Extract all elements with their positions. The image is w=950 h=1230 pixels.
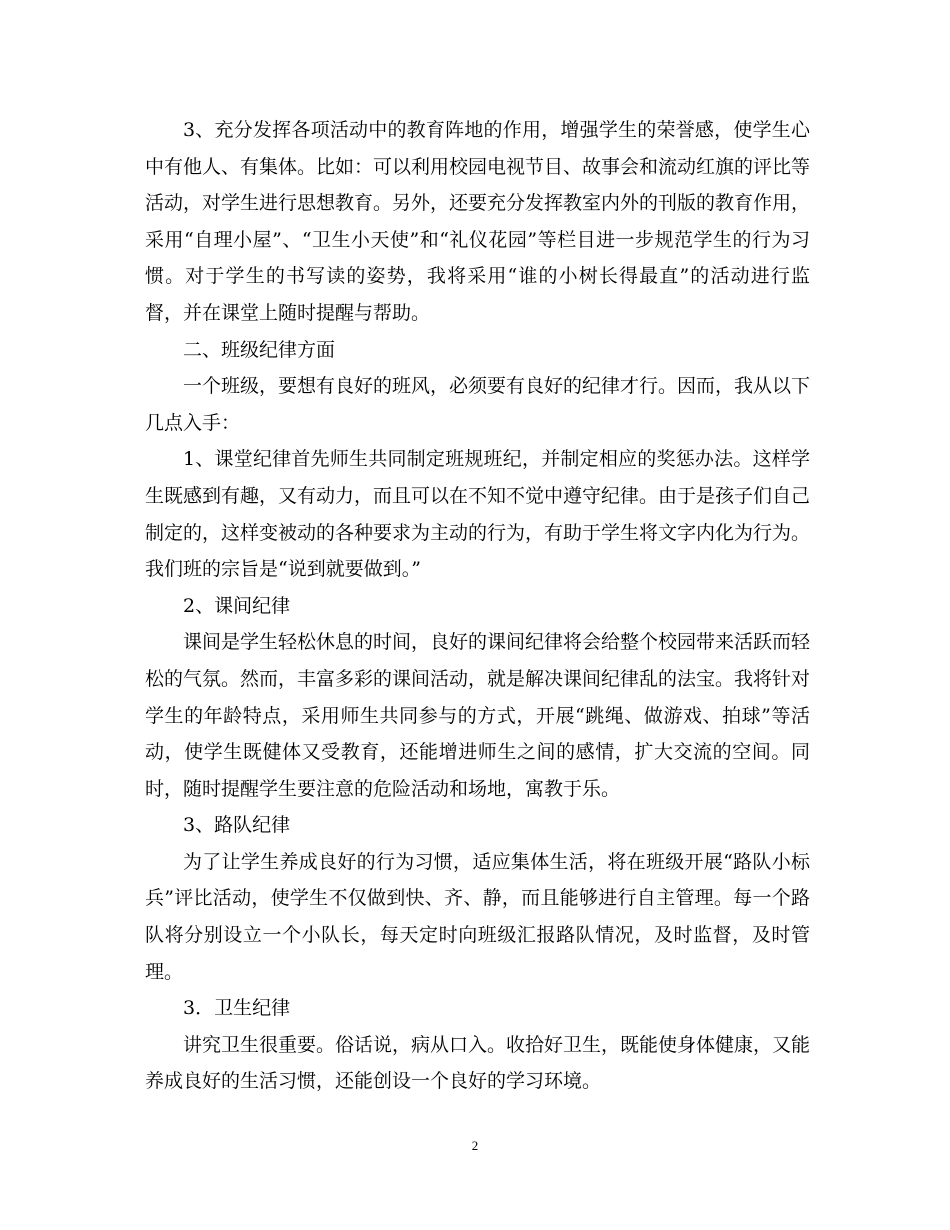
heading-break-discipline: 2、课间纪律 <box>183 594 291 617</box>
paragraph-hygiene-discipline: 讲究卫生很重要。俗话说，病从口入。收拾好卫生，既能使身体健康，又能养成良好的生活习惯，还能创设一个良好的学习环境。 <box>145 1033 811 1093</box>
heading-queue-discipline: 3、路队纪律 <box>183 814 291 837</box>
paragraph-queue-discipline: 为了让学生养成良好的行为习惯，适应集体生活，将在班级开展“路队小标兵”评比活动，使学生不仅做到快、齐、静，而且能够进行自主管理。每一个路队将分别设立一个小队长，每天定时向班级汇报路队情况，及时监督，及时管理。 <box>145 850 810 983</box>
document-body <box>145 112 810 1100</box>
paragraph-discipline-intro: 一个班级，要想有良好的班风，必须要有良好的纪律才行。因而，我从以下几点入手： <box>145 375 811 434</box>
page-number: 2 <box>471 1138 479 1153</box>
paragraph-break-discipline: 课间是学生轻松休息的时间，良好的课间纪律将会给整个校园带来活跃而轻松的气氛。然而，丰富多彩的课间活动，就是解决课间纪律乱的法宝。我将针对学生的年龄特点，采用师生共同参与的方式，开展“跳绳、做游戏、拍球”等活动，使学生既健体又受教育，还能增进师生之间的感情，扩大交流的空间。同时，随时提醒学生要注意的危险活动和场地，寓教于乐。 <box>145 631 811 800</box>
heading-class-discipline: 二、班级纪律方面 <box>183 338 336 361</box>
heading-hygiene-discipline: 3．卫生纪律 <box>183 997 291 1020</box>
paragraph-classroom-discipline: 1、课堂纪律首先师生共同制定班规班纪，并制定相应的奖惩办法。这样学生既感到有趣，又有动力，而且可以在不知不觉中遵守纪律。由于是孩子们自己制定的，这样变被动的各种要求为主动的行为，有助于学生将文字内化为行为。我们班的宗旨是“说到就要做到。” <box>145 448 811 581</box>
paragraph-activity-education: 3、充分发挥各项活动中的教育阵地的作用，增强学生的荣誉感，使学生心中有他人、有集体。比如：可以利用校园电视节目、故事会和流动红旗的评比等活动，对学生进行思想教育。另外，还要充分发挥教室内外的刊版的教育作用，采用“自理小屋”、“卫生小天使”和“礼仪花园”等栏目进一步规范学生的行为习惯。对于学生的书写读的姿势，我将采用“谁的小树长得最直”的活动进行监督，并在课堂上随时提醒与帮助。 <box>145 119 811 324</box>
